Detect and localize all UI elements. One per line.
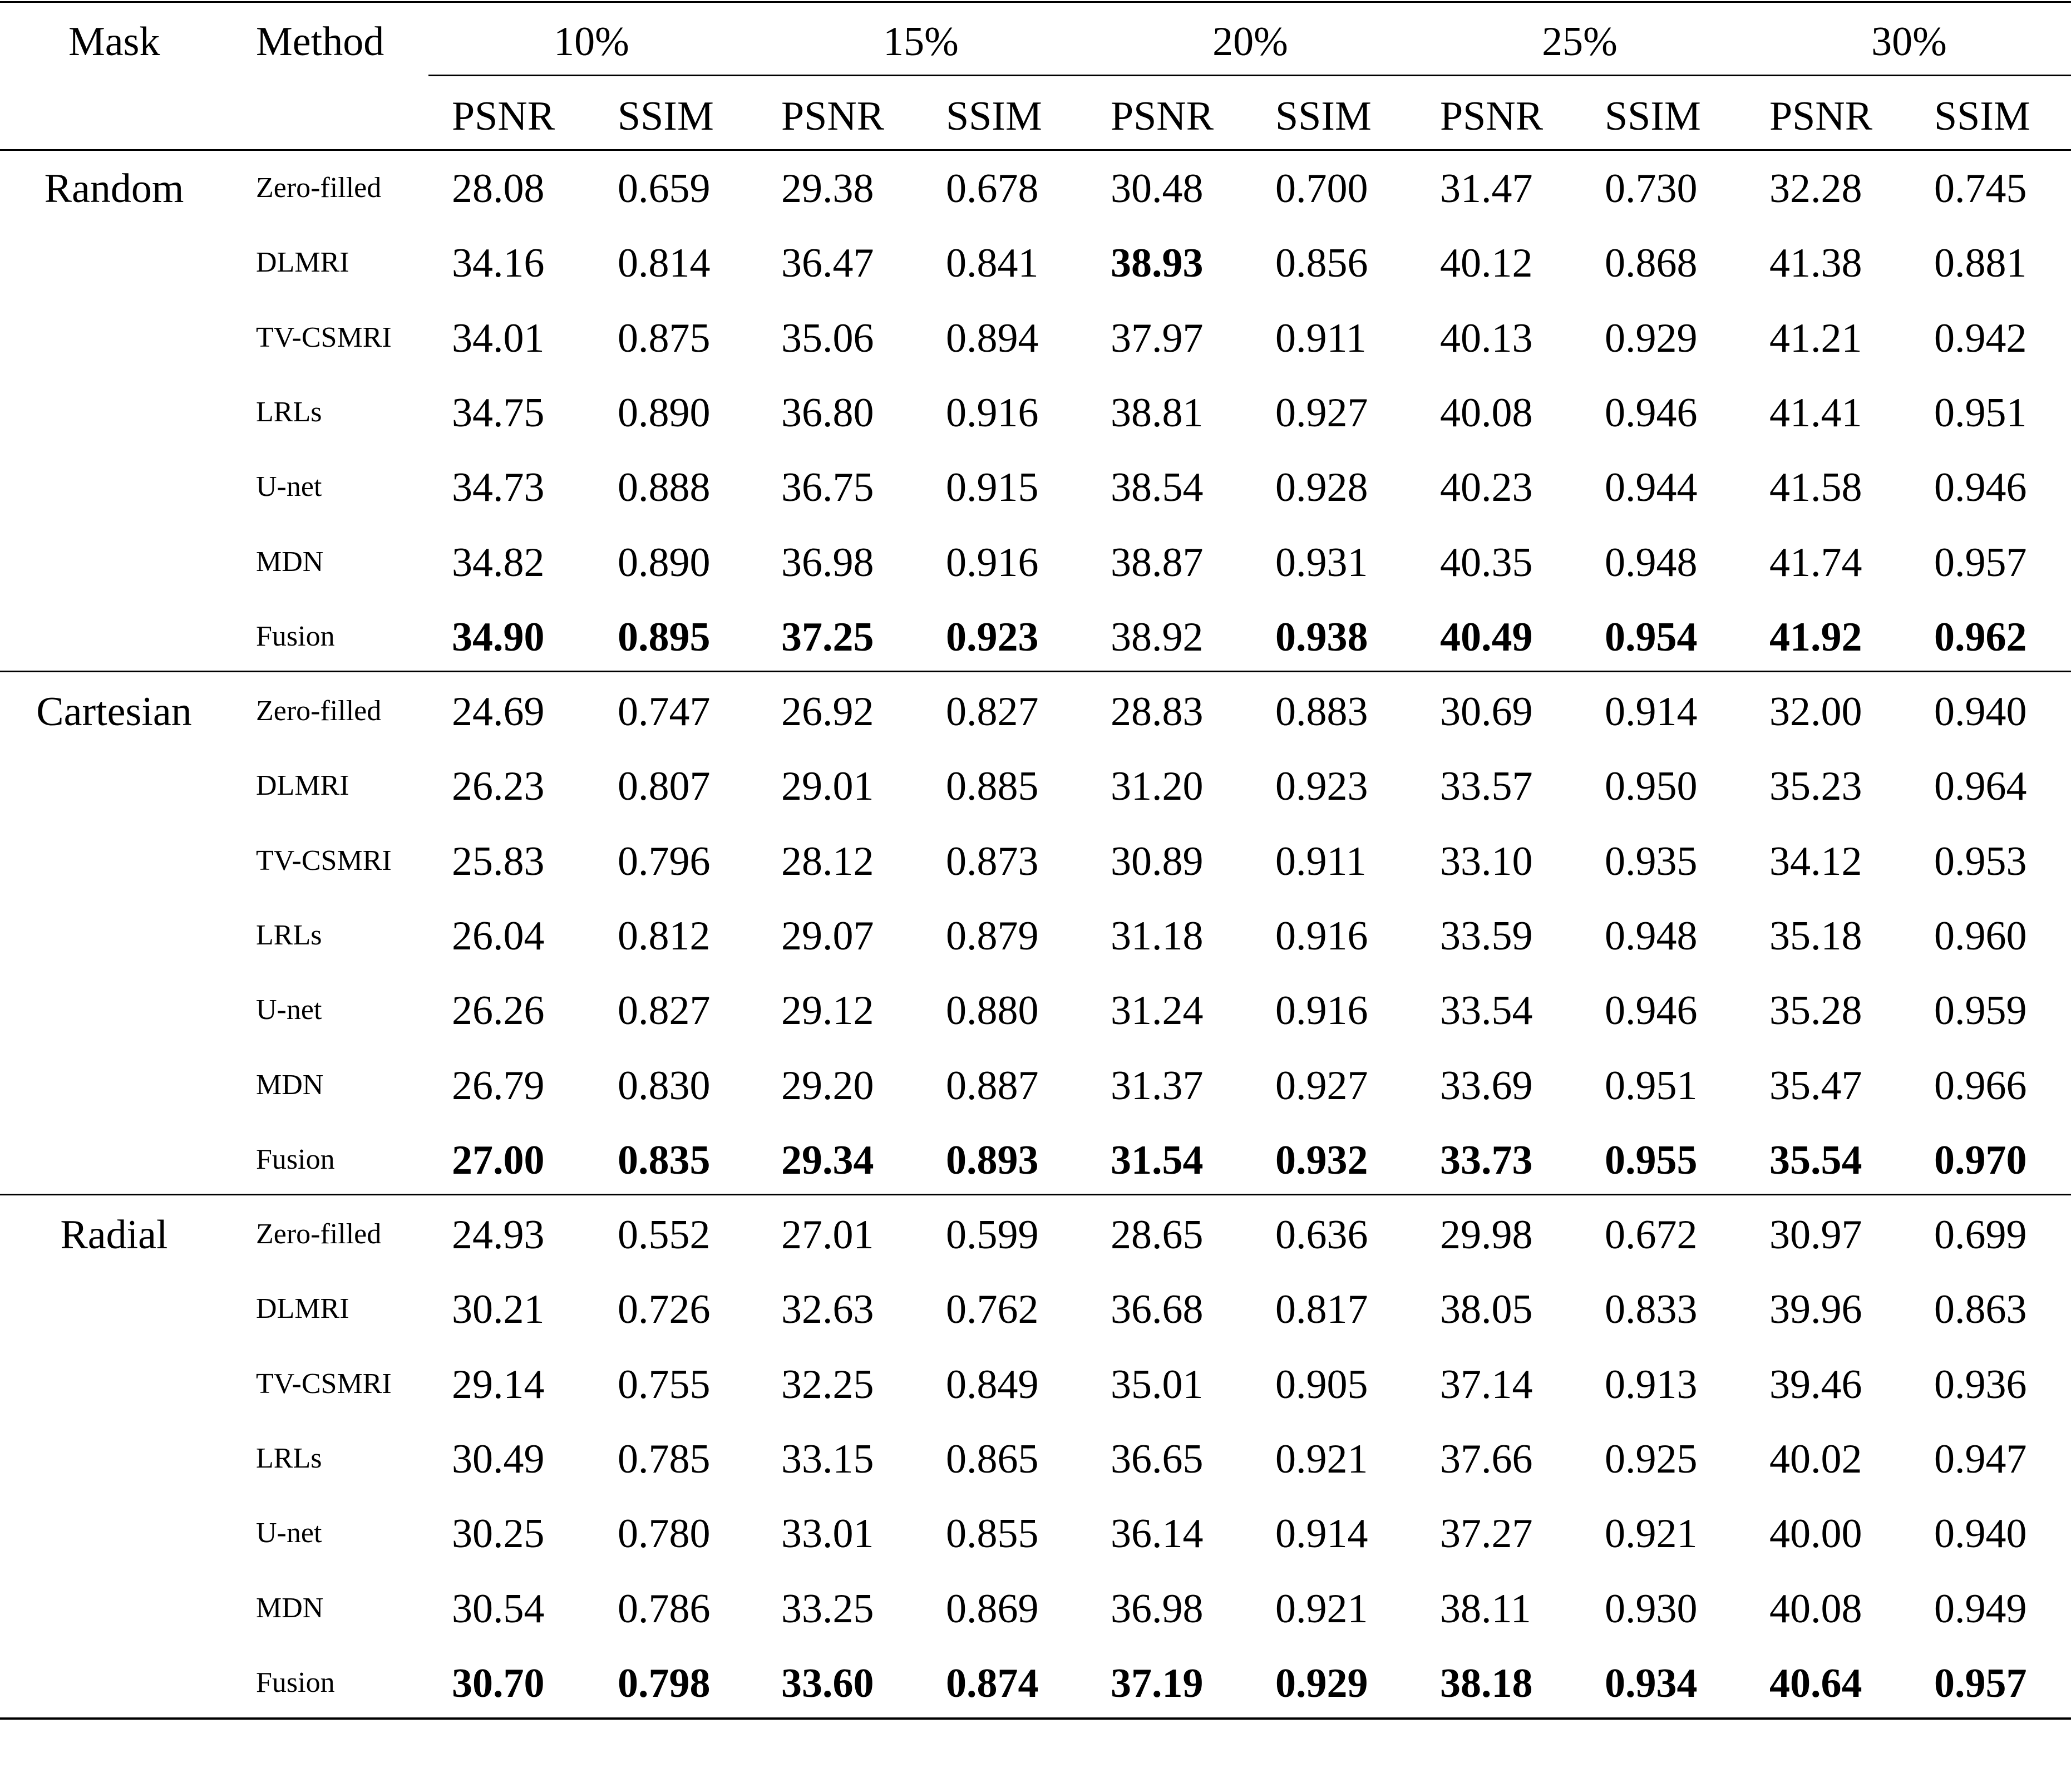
psnr-value: 26.26 bbox=[452, 988, 545, 1034]
psnr-value: 38.92 bbox=[1111, 614, 1204, 660]
method-label: U-net bbox=[256, 994, 322, 1026]
ssim-value: 0.726 bbox=[618, 1287, 711, 1333]
method-label: Fusion bbox=[256, 1143, 335, 1175]
method-label: MDN bbox=[256, 545, 324, 578]
ssim-value: 0.868 bbox=[1605, 240, 1698, 287]
psnr-value: 27.00 bbox=[452, 1137, 545, 1183]
psnr-value: 36.68 bbox=[1111, 1287, 1204, 1333]
ssim-value: 0.950 bbox=[1605, 764, 1698, 810]
psnr-value: 38.93 bbox=[1111, 240, 1204, 287]
ssim-value: 0.921 bbox=[1275, 1586, 1368, 1632]
header-metric-psnr: PSNR bbox=[1769, 93, 1873, 139]
group-divider-2 bbox=[0, 1194, 2071, 1195]
ssim-value: 0.955 bbox=[1605, 1137, 1698, 1183]
ssim-value: 0.921 bbox=[1605, 1511, 1698, 1557]
psnr-value: 30.48 bbox=[1111, 166, 1204, 211]
ssim-value: 0.959 bbox=[1934, 988, 2027, 1034]
psnr-value: 36.47 bbox=[781, 240, 874, 287]
ssim-value: 0.785 bbox=[618, 1436, 711, 1482]
ssim-value: 0.879 bbox=[946, 913, 1039, 959]
header-metric-psnr: PSNR bbox=[452, 93, 555, 139]
top-rule bbox=[0, 1, 2071, 3]
psnr-value: 35.06 bbox=[781, 315, 874, 361]
psnr-value: 30.97 bbox=[1769, 1212, 1862, 1258]
ssim-value: 0.814 bbox=[618, 240, 711, 287]
ssim-value: 0.964 bbox=[1934, 764, 2027, 810]
psnr-value: 29.07 bbox=[781, 913, 874, 959]
psnr-value: 37.14 bbox=[1440, 1361, 1533, 1407]
psnr-value: 29.38 bbox=[781, 166, 874, 211]
psnr-value: 35.01 bbox=[1111, 1361, 1204, 1407]
psnr-value: 24.93 bbox=[452, 1212, 545, 1258]
ssim-value: 0.890 bbox=[618, 390, 711, 436]
psnr-value: 30.89 bbox=[1111, 838, 1204, 884]
ssim-value: 0.916 bbox=[946, 539, 1039, 585]
psnr-value: 33.69 bbox=[1440, 1062, 1533, 1109]
psnr-value: 40.13 bbox=[1440, 315, 1533, 361]
psnr-value: 28.83 bbox=[1111, 689, 1204, 735]
ssim-value: 0.700 bbox=[1275, 166, 1368, 211]
ssim-value: 0.873 bbox=[946, 838, 1039, 884]
ssim-value: 0.927 bbox=[1275, 1062, 1368, 1109]
psnr-value: 41.38 bbox=[1769, 240, 1862, 287]
ssim-value: 0.957 bbox=[1934, 1660, 2027, 1706]
psnr-value: 36.80 bbox=[781, 390, 874, 436]
psnr-value: 34.73 bbox=[452, 465, 545, 511]
psnr-value: 41.92 bbox=[1769, 614, 1862, 660]
ssim-value: 0.911 bbox=[1275, 838, 1367, 884]
psnr-value: 34.12 bbox=[1769, 838, 1862, 884]
psnr-value: 34.82 bbox=[452, 539, 545, 585]
ssim-value: 0.928 bbox=[1275, 465, 1368, 511]
psnr-value: 38.54 bbox=[1111, 465, 1204, 511]
ssim-value: 0.944 bbox=[1605, 465, 1698, 511]
ssim-value: 0.786 bbox=[618, 1586, 711, 1632]
ssim-value: 0.923 bbox=[946, 614, 1039, 660]
psnr-value: 28.12 bbox=[781, 838, 874, 884]
psnr-value: 39.96 bbox=[1769, 1287, 1862, 1333]
header-metric-psnr: PSNR bbox=[1111, 93, 1214, 139]
psnr-value: 31.24 bbox=[1111, 988, 1204, 1034]
ssim-value: 0.914 bbox=[1275, 1511, 1368, 1557]
psnr-value: 35.18 bbox=[1769, 913, 1862, 959]
method-label: U-net bbox=[256, 471, 322, 503]
ssim-value: 0.970 bbox=[1934, 1137, 2027, 1183]
ssim-value: 0.894 bbox=[946, 315, 1039, 361]
psnr-value: 34.16 bbox=[452, 240, 545, 287]
ssim-value: 0.812 bbox=[618, 913, 711, 959]
ssim-value: 0.755 bbox=[618, 1361, 711, 1407]
ssim-value: 0.916 bbox=[1275, 913, 1368, 959]
header-metric-ssim: SSIM bbox=[1934, 93, 2030, 139]
method-label: DLMRI bbox=[256, 247, 349, 279]
ssim-value: 0.893 bbox=[946, 1137, 1039, 1183]
psnr-value: 30.25 bbox=[452, 1511, 545, 1557]
header-metric-psnr: PSNR bbox=[1440, 93, 1544, 139]
bottom-rule bbox=[0, 1717, 2071, 1720]
psnr-value: 25.83 bbox=[452, 838, 545, 884]
psnr-value: 26.92 bbox=[781, 689, 874, 735]
ssim-value: 0.947 bbox=[1934, 1436, 2027, 1482]
psnr-value: 33.25 bbox=[781, 1586, 874, 1632]
ssim-value: 0.883 bbox=[1275, 689, 1368, 735]
psnr-value: 33.10 bbox=[1440, 838, 1533, 884]
ssim-value: 0.927 bbox=[1275, 390, 1368, 436]
psnr-value: 37.19 bbox=[1111, 1660, 1204, 1706]
psnr-value: 28.65 bbox=[1111, 1212, 1204, 1258]
ssim-value: 0.934 bbox=[1605, 1660, 1698, 1706]
method-label: TV-CSMRI bbox=[256, 844, 392, 877]
ssim-value: 0.911 bbox=[1275, 315, 1367, 361]
ssim-value: 0.849 bbox=[946, 1361, 1039, 1407]
ssim-value: 0.865 bbox=[946, 1436, 1039, 1482]
psnr-value: 33.01 bbox=[781, 1511, 874, 1557]
psnr-value: 41.74 bbox=[1769, 539, 1862, 585]
ssim-value: 0.796 bbox=[618, 838, 711, 884]
ssim-value: 0.966 bbox=[1934, 1062, 2027, 1109]
ssim-value: 0.745 bbox=[1934, 166, 2027, 211]
ssim-value: 0.936 bbox=[1934, 1361, 2027, 1407]
psnr-value: 33.60 bbox=[781, 1660, 874, 1706]
psnr-value: 31.37 bbox=[1111, 1062, 1204, 1109]
method-label: LRLs bbox=[256, 919, 322, 951]
psnr-value: 36.65 bbox=[1111, 1436, 1204, 1482]
psnr-value: 32.25 bbox=[781, 1361, 874, 1407]
psnr-value: 29.34 bbox=[781, 1137, 874, 1183]
ssim-value: 0.881 bbox=[1934, 240, 2027, 287]
psnr-value: 41.41 bbox=[1769, 390, 1862, 436]
ssim-value: 0.678 bbox=[946, 166, 1039, 211]
method-label: MDN bbox=[256, 1592, 324, 1624]
ssim-value: 0.895 bbox=[618, 614, 711, 660]
ssim-value: 0.672 bbox=[1605, 1212, 1698, 1258]
psnr-value: 33.15 bbox=[781, 1436, 874, 1482]
ssim-value: 0.953 bbox=[1934, 838, 2027, 884]
ssim-value: 0.699 bbox=[1934, 1212, 2027, 1258]
psnr-value: 24.69 bbox=[452, 689, 545, 735]
header-metric-ssim: SSIM bbox=[618, 93, 714, 139]
psnr-value: 30.21 bbox=[452, 1287, 545, 1333]
psnr-value: 38.81 bbox=[1111, 390, 1204, 436]
psnr-value: 26.23 bbox=[452, 764, 545, 810]
ssim-value: 0.948 bbox=[1605, 913, 1698, 959]
psnr-value: 35.54 bbox=[1769, 1137, 1862, 1183]
ssim-value: 0.659 bbox=[618, 166, 711, 211]
psnr-value: 40.35 bbox=[1440, 539, 1533, 585]
ssim-value: 0.923 bbox=[1275, 764, 1368, 810]
header-mask: Mask bbox=[68, 19, 160, 65]
header-rate: 20% bbox=[1212, 19, 1288, 65]
ssim-value: 0.855 bbox=[946, 1511, 1039, 1557]
ssim-value: 0.948 bbox=[1605, 539, 1698, 585]
psnr-value: 36.14 bbox=[1111, 1511, 1204, 1557]
ssim-value: 0.827 bbox=[618, 988, 711, 1034]
ssim-value: 0.946 bbox=[1605, 988, 1698, 1034]
ssim-value: 0.827 bbox=[946, 689, 1039, 735]
psnr-value: 29.14 bbox=[452, 1361, 545, 1407]
psnr-value: 41.58 bbox=[1769, 465, 1862, 511]
mask-label: Radial bbox=[60, 1212, 168, 1258]
psnr-value: 40.08 bbox=[1769, 1586, 1862, 1632]
ssim-value: 0.890 bbox=[618, 539, 711, 585]
ssim-value: 0.885 bbox=[946, 764, 1039, 810]
psnr-value: 36.98 bbox=[1111, 1586, 1204, 1632]
psnr-value: 38.87 bbox=[1111, 539, 1204, 585]
psnr-value: 35.28 bbox=[1769, 988, 1862, 1034]
psnr-value: 35.23 bbox=[1769, 764, 1862, 810]
ssim-value: 0.856 bbox=[1275, 240, 1368, 287]
ssim-value: 0.905 bbox=[1275, 1361, 1368, 1407]
ssim-value: 0.880 bbox=[946, 988, 1039, 1034]
ssim-value: 0.869 bbox=[946, 1586, 1039, 1632]
ssim-value: 0.957 bbox=[1934, 539, 2027, 585]
ssim-value: 0.929 bbox=[1275, 1660, 1368, 1706]
ssim-value: 0.887 bbox=[946, 1062, 1039, 1109]
ssim-value: 0.916 bbox=[946, 390, 1039, 436]
ssim-value: 0.914 bbox=[1605, 689, 1698, 735]
psnr-value: 33.59 bbox=[1440, 913, 1533, 959]
header-bottom-rule bbox=[0, 149, 2071, 151]
mask-label: Random bbox=[44, 166, 184, 211]
header-method: Method bbox=[256, 19, 384, 65]
psnr-value: 33.57 bbox=[1440, 764, 1533, 810]
ssim-value: 0.935 bbox=[1605, 838, 1698, 884]
ssim-value: 0.841 bbox=[946, 240, 1039, 287]
ssim-value: 0.830 bbox=[618, 1062, 711, 1109]
ssim-value: 0.954 bbox=[1605, 614, 1698, 660]
method-label: LRLs bbox=[256, 1442, 322, 1474]
psnr-value: 37.27 bbox=[1440, 1511, 1533, 1557]
ssim-value: 0.951 bbox=[1934, 390, 2027, 436]
ssim-value: 0.962 bbox=[1934, 614, 2027, 660]
method-label: Fusion bbox=[256, 1666, 335, 1699]
psnr-value: 29.01 bbox=[781, 764, 874, 810]
psnr-value: 26.79 bbox=[452, 1062, 545, 1109]
ssim-value: 0.780 bbox=[618, 1511, 711, 1557]
ssim-value: 0.942 bbox=[1934, 315, 2027, 361]
psnr-value: 36.98 bbox=[781, 539, 874, 585]
psnr-value: 30.49 bbox=[452, 1436, 545, 1482]
psnr-value: 31.20 bbox=[1111, 764, 1204, 810]
ssim-value: 0.925 bbox=[1605, 1436, 1698, 1482]
ssim-value: 0.913 bbox=[1605, 1361, 1698, 1407]
psnr-value: 40.08 bbox=[1440, 390, 1533, 436]
psnr-value: 32.00 bbox=[1769, 689, 1862, 735]
ssim-value: 0.835 bbox=[618, 1137, 711, 1183]
header-rate: 30% bbox=[1871, 19, 1947, 65]
method-label: Zero-filled bbox=[256, 695, 382, 727]
ssim-value: 0.916 bbox=[1275, 988, 1368, 1034]
ssim-value: 0.938 bbox=[1275, 614, 1368, 660]
method-label: Fusion bbox=[256, 620, 335, 652]
ssim-value: 0.930 bbox=[1605, 1586, 1698, 1632]
header-rate: 25% bbox=[1542, 19, 1618, 65]
ssim-value: 0.762 bbox=[946, 1287, 1039, 1333]
ssim-value: 0.636 bbox=[1275, 1212, 1368, 1258]
ssim-value: 0.946 bbox=[1605, 390, 1698, 436]
psnr-value: 30.69 bbox=[1440, 689, 1533, 735]
header-metric-ssim: SSIM bbox=[1275, 93, 1372, 139]
method-label: MDN bbox=[256, 1069, 324, 1101]
psnr-value: 29.98 bbox=[1440, 1212, 1533, 1258]
header-mid-rule bbox=[428, 75, 2071, 76]
psnr-value: 37.25 bbox=[781, 614, 874, 660]
psnr-value: 40.02 bbox=[1769, 1436, 1862, 1482]
ssim-value: 0.940 bbox=[1934, 1511, 2027, 1557]
ssim-value: 0.833 bbox=[1605, 1287, 1698, 1333]
psnr-value: 40.00 bbox=[1769, 1511, 1862, 1557]
psnr-value: 40.64 bbox=[1769, 1660, 1862, 1706]
psnr-value: 32.63 bbox=[781, 1287, 874, 1333]
psnr-value: 35.47 bbox=[1769, 1062, 1862, 1109]
psnr-value: 29.12 bbox=[781, 988, 874, 1034]
header-metric-ssim: SSIM bbox=[1605, 93, 1701, 139]
header-rate: 10% bbox=[554, 19, 629, 65]
ssim-value: 0.929 bbox=[1605, 315, 1698, 361]
method-label: U-net bbox=[256, 1517, 322, 1549]
method-label: LRLs bbox=[256, 396, 322, 428]
psnr-value: 28.08 bbox=[452, 166, 545, 211]
header-rate: 15% bbox=[883, 19, 959, 65]
method-label: DLMRI bbox=[256, 770, 349, 802]
ssim-value: 0.730 bbox=[1605, 166, 1698, 211]
psnr-value: 37.97 bbox=[1111, 315, 1204, 361]
ssim-value: 0.807 bbox=[618, 764, 711, 810]
group-divider-1 bbox=[0, 671, 2071, 672]
ssim-value: 0.747 bbox=[618, 689, 711, 735]
psnr-value: 26.04 bbox=[452, 913, 545, 959]
psnr-value: 31.54 bbox=[1111, 1137, 1204, 1183]
psnr-value: 39.46 bbox=[1769, 1361, 1862, 1407]
ssim-value: 0.874 bbox=[946, 1660, 1039, 1706]
method-label: Zero-filled bbox=[256, 172, 382, 204]
method-label: DLMRI bbox=[256, 1293, 349, 1325]
psnr-value: 34.01 bbox=[452, 315, 545, 361]
psnr-value: 34.90 bbox=[452, 614, 545, 660]
ssim-value: 0.888 bbox=[618, 465, 711, 511]
psnr-value: 29.20 bbox=[781, 1062, 874, 1109]
method-label: TV-CSMRI bbox=[256, 1367, 392, 1400]
ssim-value: 0.915 bbox=[946, 465, 1039, 511]
ssim-value: 0.875 bbox=[618, 315, 711, 361]
psnr-value: 40.12 bbox=[1440, 240, 1533, 287]
ssim-value: 0.921 bbox=[1275, 1436, 1368, 1482]
psnr-value: 33.73 bbox=[1440, 1137, 1533, 1183]
method-label: TV-CSMRI bbox=[256, 321, 392, 353]
psnr-value: 30.54 bbox=[452, 1586, 545, 1632]
psnr-value: 41.21 bbox=[1769, 315, 1862, 361]
ssim-value: 0.932 bbox=[1275, 1137, 1368, 1183]
method-label: Zero-filled bbox=[256, 1218, 382, 1250]
psnr-value: 27.01 bbox=[781, 1212, 874, 1258]
header-metric-ssim: SSIM bbox=[946, 93, 1042, 139]
ssim-value: 0.951 bbox=[1605, 1062, 1698, 1109]
psnr-value: 34.75 bbox=[452, 390, 545, 436]
psnr-value: 36.75 bbox=[781, 465, 874, 511]
psnr-value: 38.18 bbox=[1440, 1660, 1533, 1706]
psnr-value: 38.11 bbox=[1440, 1586, 1531, 1632]
psnr-value: 32.28 bbox=[1769, 166, 1862, 211]
ssim-value: 0.940 bbox=[1934, 689, 2027, 735]
psnr-value: 37.66 bbox=[1440, 1436, 1533, 1482]
header-metric-psnr: PSNR bbox=[781, 93, 885, 139]
psnr-value: 30.70 bbox=[452, 1660, 545, 1706]
mask-label: Cartesian bbox=[36, 689, 192, 735]
ssim-value: 0.817 bbox=[1275, 1287, 1368, 1333]
ssim-value: 0.798 bbox=[618, 1660, 711, 1706]
psnr-value: 31.18 bbox=[1111, 913, 1204, 959]
psnr-value: 40.23 bbox=[1440, 465, 1533, 511]
psnr-value: 38.05 bbox=[1440, 1287, 1533, 1333]
ssim-value: 0.599 bbox=[946, 1212, 1039, 1258]
ssim-value: 0.960 bbox=[1934, 913, 2027, 959]
psnr-value: 31.47 bbox=[1440, 166, 1533, 211]
ssim-value: 0.552 bbox=[618, 1212, 711, 1258]
psnr-value: 40.49 bbox=[1440, 614, 1533, 660]
ssim-value: 0.949 bbox=[1934, 1586, 2027, 1632]
ssim-value: 0.931 bbox=[1275, 539, 1368, 585]
psnr-value: 33.54 bbox=[1440, 988, 1533, 1034]
ssim-value: 0.946 bbox=[1934, 465, 2027, 511]
ssim-value: 0.863 bbox=[1934, 1287, 2027, 1333]
